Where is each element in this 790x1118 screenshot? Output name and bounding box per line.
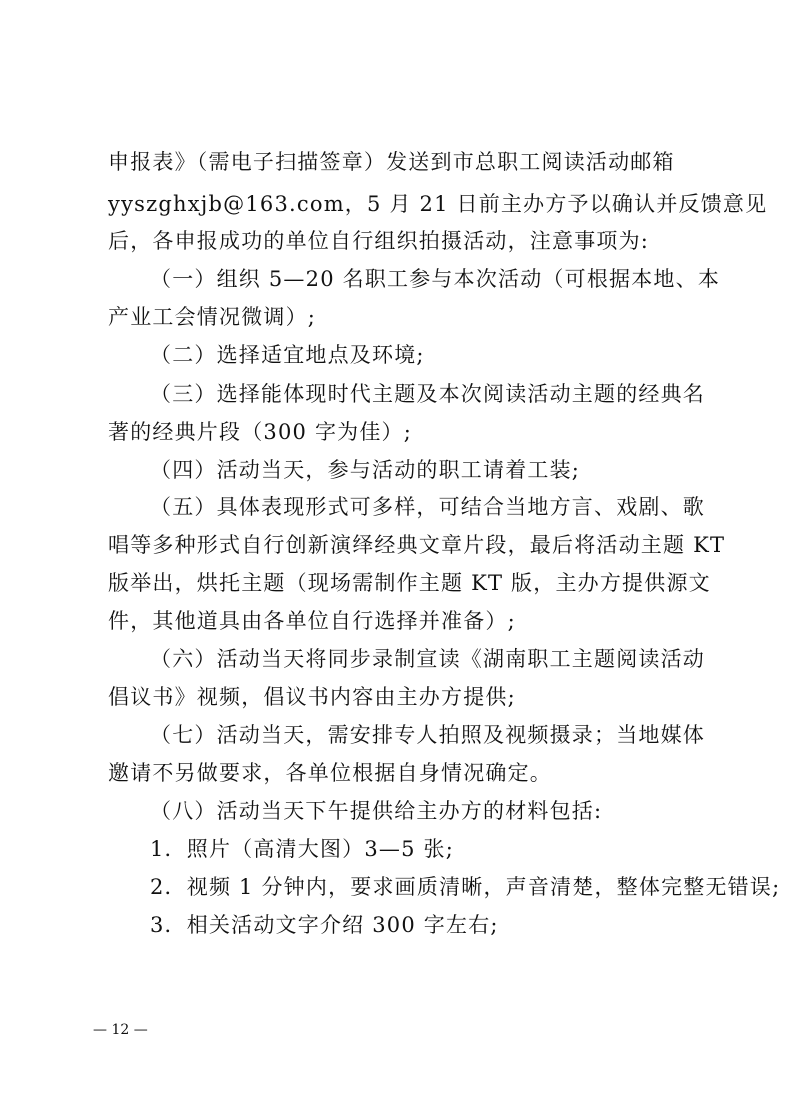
body-line: 版举出，烘托主题（现场需制作主题 KT 版，主办方提供源文 [108,571,711,595]
body-line: （二）选择适宜地点及环境; [150,343,425,367]
body-line: 著的经典片段（300 字为佳）; [108,420,413,444]
body-line: （七）活动当天，需安排专人拍照及视频摄录；当地媒体 [150,723,705,747]
body-line: （六）活动当天将同步录制宣读《湖南职工主题阅读活动 [150,647,705,671]
body-line: 申报表》（需电子扫描签章）发送到市总职工阅读活动邮箱 [108,150,675,174]
body-line: （八）活动当天下午提供给主办方的材料包括: [150,799,603,823]
body-line: （一）组织 5—20 名职工参与本次活动（可根据本地、本 [150,267,721,291]
body-line: 产业工会情况微调）; [108,305,317,329]
body-line: 邀请不另做要求，各单位根据自身情况确定。 [108,761,552,785]
body-line: 3．相关活动文字介绍 300 字左右; [150,913,499,937]
body-line: 1．照片（高清大图）3—5 张; [150,837,455,861]
body-line: yyszghxjb@163.com，5 月 21 日前主办方予以确认并反馈意见 [108,192,768,216]
body-line: （三）选择能体现时代主题及本次阅读活动主题的经典名 [150,382,705,406]
body-line: 件，其他道具由各单位自行选择并准备）; [108,609,516,633]
body-line: 后，各申报成功的单位自行组织拍摄活动，注意事项为: [108,229,650,253]
body-line: 倡议书》视频，倡议书内容由主办方提供; [108,685,516,709]
body-line: （四）活动当天，参与活动的职工请着工装; [150,458,581,482]
body-line: 2．视频 1 分钟内，要求画质清晰，声音清楚，整体完整无错误; [150,875,781,899]
body-line: 唱等多种形式自行创新演绎经典文章片段，最后将活动主题 KT [108,533,726,557]
page-number: — 12 — [93,1022,148,1038]
body-line: （五）具体表现形式可多样，可结合当地方言、戏剧、歌 [150,495,705,519]
